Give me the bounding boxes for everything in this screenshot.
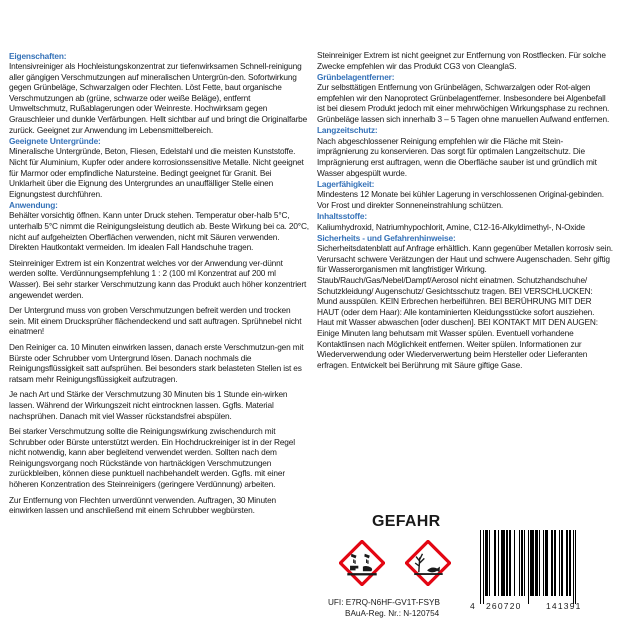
ean-barcode (470, 530, 602, 611)
paragraph: Mineralische Untergründe, Beton, Fliesen, Edelstahl und die meisten Kunststoffe. Nicht für Aluminium, Kupfer oder andere korrosionssensitive Metalle. Nicht geeignet für Marmor oder empfindliche Natursteine. Bedingt geeignet für Granit. Bei Unklarheit über die Eignung des Untergrundes an unauffälliger Stelle einen Eignungstest durchführen. (9, 146, 304, 199)
section-heading: Inhaltsstoffe: (317, 210, 367, 221)
signal-word: GEFAHR (372, 513, 441, 530)
paragraph: Steinreiniger Extrem ist ein Konzentrat welches vor der Anwendung ver-dünnt werden sollte. Verdünnungsempfehlung 1 : 2 (100 ml Konzentrat auf 200 ml Wasser). Bei sehr starker Verschmutzung kann das Produkt auch höher konzentriert angewendet werden. (9, 257, 307, 300)
paragraph: Je nach Art und Stärke der Verschmutzung 30 Minuten bis 1 Stunde ein-wirken lassen. Während der Wirkungszeit nicht eintrocknen lassen. Ggfls. Material nachsprühen. Danach mit viel Wasser rückstandsfrei abspülen. (9, 389, 288, 421)
paragraph: Zur Entfernung von Flechten unverdünnt verwenden. Auftragen, 30 Minuten einwirken lassen und anschließend mit einem Schrubber wegbürsten. (9, 494, 277, 516)
section-heading: Langzeitschutz: (317, 125, 378, 136)
paragraph: Mindestens 12 Monate bei kühler Lagerung in verschlossenen Original-gebinden. Vor Frost und direkter Sonneneinstrahlung schützen. (317, 189, 604, 210)
paragraph: Zur selbsttätigen Entfernung von Grünbelägen, Schwarzalgen oder Rot-algen empfehlen wir den Nanoprotect Grünbelagentferner. Insbesondere bei Algenbefall ist bei diesem Produkt jedoch mit einer mehrwöchigen Wirkungsphase zu rechnen. Grünbeläge lassen sich innerhalb 3 – 5 Tagen ohne manuellen Aufwand entfernen. (317, 82, 610, 125)
paragraph: Bei starker Verschmutzung sollte die Reinigungswirkung zwischendurch mit Schrubber oder Bürste unterstützt werden. Ein Hochdruckreiniger ist in der Regel nicht notwendig, kann aber begleitend verwendet werden. Sollten nach dem Reinigungsvorgang noch Rückstände von hartnäckigen Verschmutzungen zurückbleiben, können diese punktuell nachbehandelt werden. Ggfls. mit einer höheren Konzentration des Steinreinigers (geringere Verdünnung) arbeiten. (9, 426, 295, 490)
section-heading: Grünbelagentferner: (317, 71, 395, 82)
barcode-first-digit: 4 (470, 601, 476, 611)
paragraph: Der Untergrund muss von groben Verschmutzungen befreit werden und trocken sein. Mit einem Drucksprüher flächendeckend und satt auftragen. Sprühnebel nicht einatmen! (9, 305, 302, 337)
barcode-bars (480, 530, 602, 600)
right-text-column (317, 50, 613, 370)
paragraph: Kaliumhydroxid, Natriumhypochlorit, Amine, C12-16-Alkyldimethyl-, N-Oxide (317, 221, 586, 232)
paragraph: Sicherheitsdatenblatt auf Anfrage erhältlich. Kann gegenüber Metallen korrosiv sein. Verursacht schwere Verätzungen der Haut und schwere Augenschaden. Sehr giftig für Wasserorganismen mit langfristiger Wirkung. Staub/Rauch/Gas/Nebel/Dampf/Aerosol nicht einatmen. Schutzhandschuhe/ Schutzkleidung/ Augenschutz/ Gesichtsschutz tragen. BEI VERSCHLUCKEN: Mund ausspülen. KEIN Erbrechen herbeiführen. BEI BERÜHRUNG MIT DER HAUT (oder dem Haar): Alle kontaminierten Kleidungsstücke sofort ausziehen. Haut mit Wasser abwaschen [oder duschen]. BEI KONTAKT MIT DEN AUGEN: Einige Minuten lang behutsam mit Wasser spülen. Eventuell vorhandene Kontaktlinsen nach Möglichkeit entfernen. Weiter spülen. Informationen zur Wiederverwendung oder Wiederverwertung beim Hersteller oder Lieferanten erfragen. Entwickelt bei Berührung mit Säure giftige Gase. (317, 243, 613, 370)
left-text-column (9, 50, 309, 516)
ufi-code: UFI: E7RQ-N6HF-GV1T-FSYB (328, 598, 440, 607)
paragraph: Intensivreiniger als Hochleistungskonzentrat zur tiefenwirksamen Schnell-reinigung aller gängigen Verschmutzungen auf mineralischen Untergrün-den. Sofortwirkung gegen Grünbeläge, Schwarzalgen oder Flechten. Löst Fette, baut organische Verschmutzungen ab (grüne, schwarze oder weiße Beläge), entfernt Umweltschmutz, Rußablagerungen oder Weinreste. Hochwirksam gegen Grauschleier und dunkle Verfärbungen. Hellt sichtbar auf und bringt die Originalfarbe zurück. Geeignet zur Anwendung im Lebensmittelbereich. (9, 61, 308, 135)
barcode-bar (575, 530, 576, 604)
environment-pictogram-icon (405, 540, 451, 586)
section-heading: Sicherheits - und Gefahrenhinweise: (317, 232, 456, 243)
section-heading: Geeignete Untergründe: (9, 135, 101, 146)
paragraph: Nach abgeschlossener Reinigung empfehlen wir die Fläche mit Stein-imprägnierung zu konservieren. Das sorgt für optimalen Langzeitschutz. Die Imprägnierung erst auftragen, wenn die Oberfläche sauber ist und gründlich mit Wasser abgespült wurde. (317, 135, 597, 178)
barcode-group-1: 260720 (486, 601, 522, 611)
paragraph: Den Reiniger ca. 10 Minuten einwirken lassen, danach erste Verschmutzun-gen mit Bürste oder Schrubber vom Untergrund lösen. Danach nochmals die Reinigungsflüssigkeit satt aufsprühen. Bei besonders stark belasteten Stellen ist es ratsam mehr Reinigungsflüssigkeit aufzutragen. (9, 341, 304, 384)
section-heading: Lagerfähigkeit: (317, 178, 375, 189)
section-heading: Eigenschaften: (9, 50, 67, 61)
barcode-group-2: 141391 (546, 601, 582, 611)
paragraph: Steinreiniger Extrem ist nicht geeignet zur Entfernung von Rostflecken. Für solche Zwecke empfehlen wir das Produkt CG3 von CleanglaS. (317, 50, 606, 71)
paragraph: Behälter vorsichtig öffnen. Kann unter Druck stehen. Temperatur ober-halb 5°C, unterhalb 5°C nimmt die Reinigungsleistung deutlich ab. Beste Wirkung bei ca. 20°C, nicht auf aufgeheizten Oberflächen verwenden, nicht mit Säuren verwenden. Direkten Hautkontakt vermeiden. Im idealen Fall Handschuhe tragen. (9, 210, 309, 253)
section-heading: Anwendung: (9, 199, 58, 210)
corrosion-pictogram-icon (339, 540, 385, 586)
baua-registration: BAuA-Reg. Nr.: N-120754 (345, 609, 440, 618)
